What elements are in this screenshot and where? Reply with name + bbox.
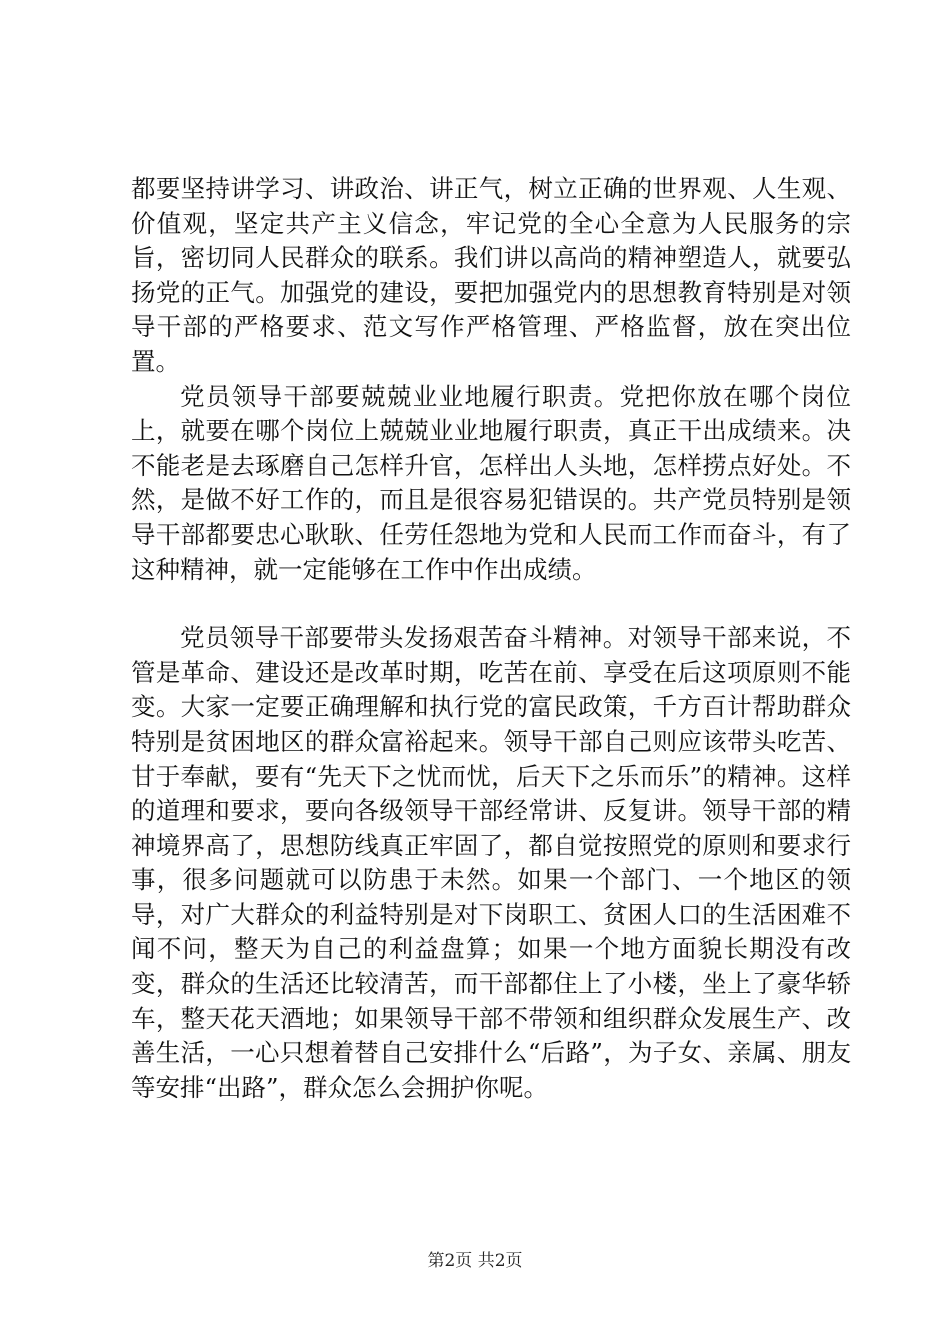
page-number-footer: 第2页 共2页 [427, 1251, 523, 1271]
document-body [131, 172, 851, 1105]
paragraph-3: 党员领导干部要带头发扬艰苦奋斗精神。对领导干部来说，不管是革命、建设还是改革时期，吃苦在前、享受在后这项原则不能变。大家一定要正确理解和执行党的富民政策，千方百计帮助群众特别是贫困地区的群众富裕起来。领导干部自己则应该带头吃苦、甘于奉献，要有“先天下之忧而忧，后天下之乐而乐”的精神。这样的道理和要求，要向各级领导干部经常讲、反复讲。领导干部的精神境界高了，思想防线真正牢固了，都自觉按照党的原则和要求行事，很多问题就可以防患于未然。如果一个部门、一个地区的领导，对广大群众的利益特别是对下岗职工、贫困人口的生活困难不闻不问，整天为自己的利益盘算；如果一个地方面貌长期没有改变，群众的生活还比较清苦，而干部都住上了小楼，坐上了豪华轿车，整天花天酒地；如果领导干部不带领和组织群众发展生产、改善生活，一心只想着替自己安排什么“后路”，为子女、亲属、朋友等安排“出路”，群众怎么会拥护你呢。 [131, 623, 851, 1102]
paragraph-1: 都要坚持讲学习、讲政治、讲正气，树立正确的世界观、人生观、价值观，坚定共产主义信念，牢记党的全心全意为人民服务的宗旨，密切同人民群众的联系。我们讲以高尚的精神塑造人，就要弘扬党的正气。加强党的建设，要把加强党内的思想教育特别是对领导干部的严格要求、范文写作严格管理、严格监督，放在突出位置。 [131, 174, 851, 376]
paragraph-2: 党员领导干部要兢兢业业地履行职责。党把你放在哪个岗位上，就要在哪个岗位上兢兢业业地履行职责，真正干出成绩来。决不能老是去琢磨自己怎样升官，怎样出人头地，怎样捞点好处。不然，是做不好工作的，而且是很容易犯错误的。共产党员特别是领导干部都要忠心耿耿、任劳任怨地为党和人民而工作而奋斗，有了这种精神，就一定能够在工作中作出成绩。 [131, 381, 851, 584]
paragraph-spacer [131, 587, 851, 621]
